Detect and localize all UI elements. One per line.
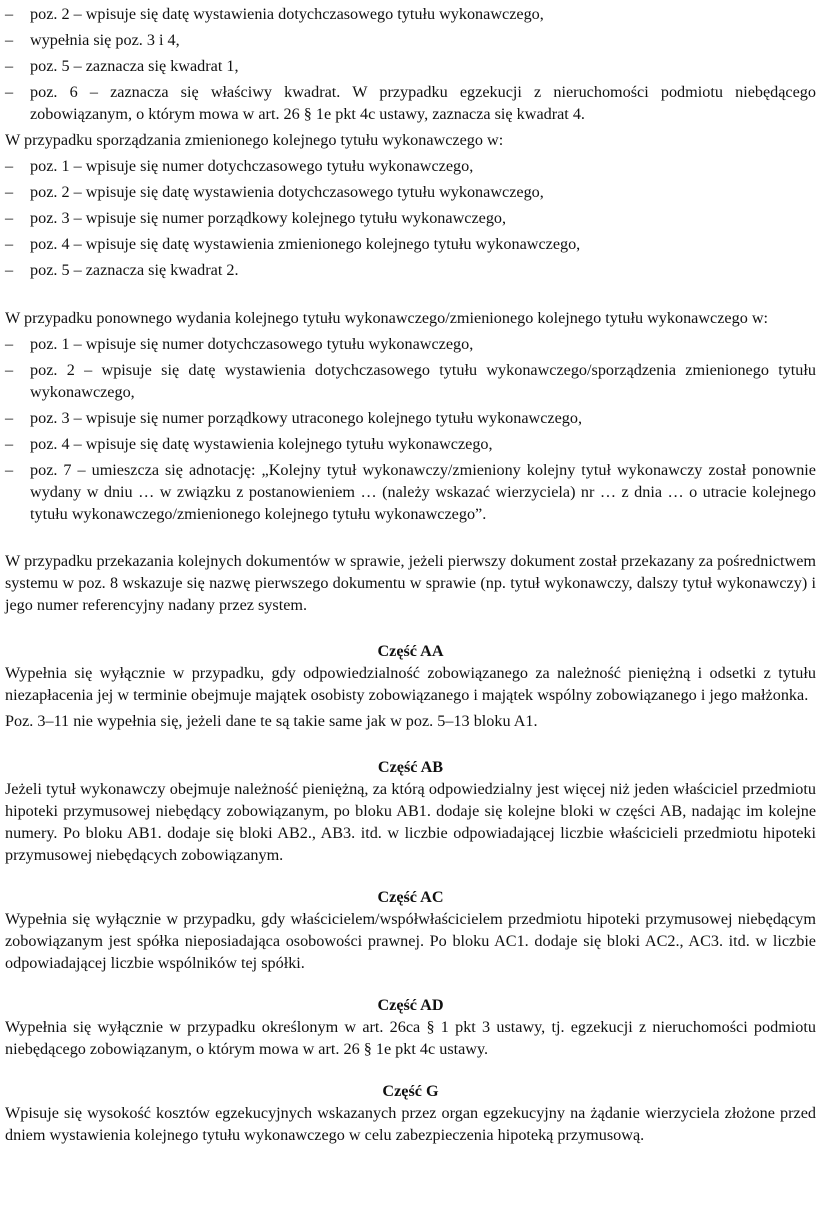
dash-bullet: – [5, 157, 14, 175]
list-item [5, 407, 816, 429]
list-item-text: poz. 2 – wpisuje się datę wystawienia dotychczasowego tytułu wykonawczego, [30, 5, 544, 23]
section-heading: Część AD [377, 996, 444, 1014]
dash-bullet: – [5, 409, 14, 427]
paragraph: Wpisuje się wysokość kosztów egzekucyjnych wskazanych przez organ egzekucyjny na żądanie wierzyciela złożone przed dniem wystawienia kolejnego tytułu wykonawczego w celu zabezpieczenia hipoteką przymusową. [5, 1104, 816, 1144]
list-item-text: poz. 1 – wpisuje się numer dotychczasowego tytułu wykonawczego, [30, 157, 474, 175]
list-item-text: poz. 3 – wpisuje się numer porządkowy kolejnego tytułu wykonawczego, [30, 209, 507, 227]
list-item [5, 207, 816, 229]
list-item [5, 3, 816, 25]
list-item-text: wypełnia się poz. 3 i 4, [30, 31, 180, 49]
list-item [5, 155, 816, 177]
dash-bullet: – [5, 335, 14, 353]
list-item [5, 81, 816, 125]
list-item-text: poz. 4 – wpisuje się datę wystawienia zmienionego kolejnego tytułu wykonawczego, [30, 235, 581, 253]
list-item [5, 359, 816, 403]
list-item [5, 459, 816, 525]
paragraph: W przypadku sporządzania zmienionego kolejnego tytułu wykonawczego w: [5, 131, 504, 149]
list-item [5, 181, 816, 203]
list-item [5, 29, 816, 51]
list-item [5, 433, 816, 455]
paragraph: Jeżeli tytuł wykonawczy obejmuje należność pieniężną, za którą odpowiedzialny jest więcej niż jeden właściciel przedmiotu hipoteki przymusowej niebędący zobowiązanym, po bloku AB1. dodaje się kolejne bloki w części AB, nadając im kolejne numery. Po bloku AB1. dodaje się bloki AB2., AB3. itd. w liczbie odpowiadającej liczbie właścicieli przedmiotu hipoteki przymusowej niebędących zobowiązanym. [5, 780, 816, 864]
list-item-text: poz. 5 – zaznacza się kwadrat 2. [30, 261, 239, 279]
list-item-text: poz. 4 – wpisuje się datę wystawienia kolejnego tytułu wykonawczego, [30, 435, 493, 453]
list-item [5, 333, 816, 355]
dash-bullet: – [5, 235, 14, 253]
list-item-text: poz. 6 – zaznacza się właściwy kwadrat. W przypadku egzekucji z nieruchomości podmiotu niebędącego zobowiązanym, o którym mowa w art. 26 § 1e pkt 4c ustawy, zaznacza się kwadrat 4. [30, 83, 816, 123]
section-heading: Część AC [377, 888, 444, 906]
list-item [5, 259, 816, 281]
dash-bullet: – [5, 31, 14, 49]
list-item-text: poz. 2 – wpisuje się datę wystawienia dotychczasowego tytułu wykonawczego/sporządzenia zmienionego tytułu wykonawczego, [30, 361, 816, 401]
list-item-text: poz. 1 – wpisuje się numer dotychczasowego tytułu wykonawczego, [30, 335, 474, 353]
list-item-text: poz. 2 – wpisuje się datę wystawienia dotychczasowego tytułu wykonawczego, [30, 183, 544, 201]
dash-bullet: – [5, 83, 14, 101]
list-item-text: poz. 3 – wpisuje się numer porządkowy utraconego kolejnego tytułu wykonawczego, [30, 409, 583, 427]
paragraph: Wypełnia się wyłącznie w przypadku określonym w art. 26ca § 1 pkt 3 ustawy, tj. egzekucji z nieruchomości podmiotu niebędącego zobowiązanym, o którym mowa w art. 26 § 1e pkt 4c ustawy. [5, 1018, 816, 1058]
dash-bullet: – [5, 5, 14, 23]
dash-bullet: – [5, 183, 14, 201]
section-heading: Część AB [377, 758, 444, 776]
dash-bullet: – [5, 461, 14, 479]
list-item-text: poz. 7 – umieszcza się adnotację: „Kolejny tytuł wykonawczy/zmieniony kolejny tytuł wykonawczy został ponownie wydany w dniu … w związku z postanowieniem … (należy wskazać wierzyciela) nr … z dnia … o utracie kolejnego tytułu wykonawczego/zmienionego kolejnego tytułu wykonawczego”. [30, 461, 816, 523]
dash-bullet: – [5, 361, 14, 379]
section-heading: Część AA [377, 642, 444, 660]
paragraph: Wypełnia się wyłącznie w przypadku, gdy właścicielem/współwłaścicielem przedmiotu hipoteki przymusowej niebędącym zobowiązanym jest spółka nieposiadająca osobowości prawnej. Po bloku AC1. dodaje się bloki AC2., AC3. itd. w liczbie odpowiadającej liczbie wspólników tej spółki. [5, 910, 816, 972]
dash-bullet: – [5, 261, 14, 279]
paragraph: Wypełnia się wyłącznie w przypadku, gdy odpowiedzialność zobowiązanego za należność pieniężną i odsetki z tytułu niezapłacenia jej w terminie obejmuje majątek osobisty zobowiązanego i majątek wspólny zobowiązanego i jego małżonka. [5, 664, 816, 704]
list-item [5, 233, 816, 255]
list-item [5, 55, 816, 77]
dash-bullet: – [5, 57, 14, 75]
dash-bullet: – [5, 209, 14, 227]
dash-bullet: – [5, 435, 14, 453]
section-heading: Część G [382, 1082, 439, 1100]
list-item-text: poz. 5 – zaznacza się kwadrat 1, [30, 57, 239, 75]
paragraph: W przypadku przekazania kolejnych dokumentów w sprawie, jeżeli pierwszy dokument został przekazany za pośrednictwem systemu w poz. 8 wskazuje się nazwę pierwszego dokumentu w sprawie (np. tytuł wykonawczy, dalszy tytuł wykonawczy) i jego numer referencyjny nadany przez system. [5, 552, 816, 614]
paragraph: Poz. 3–11 nie wypełnia się, jeżeli dane te są takie same jak w poz. 5–13 bloku A1. [5, 712, 538, 730]
paragraph: W przypadku ponownego wydania kolejnego tytułu wykonawczego/zmienionego kolejnego tytułu wykonawczego w: [5, 309, 769, 327]
